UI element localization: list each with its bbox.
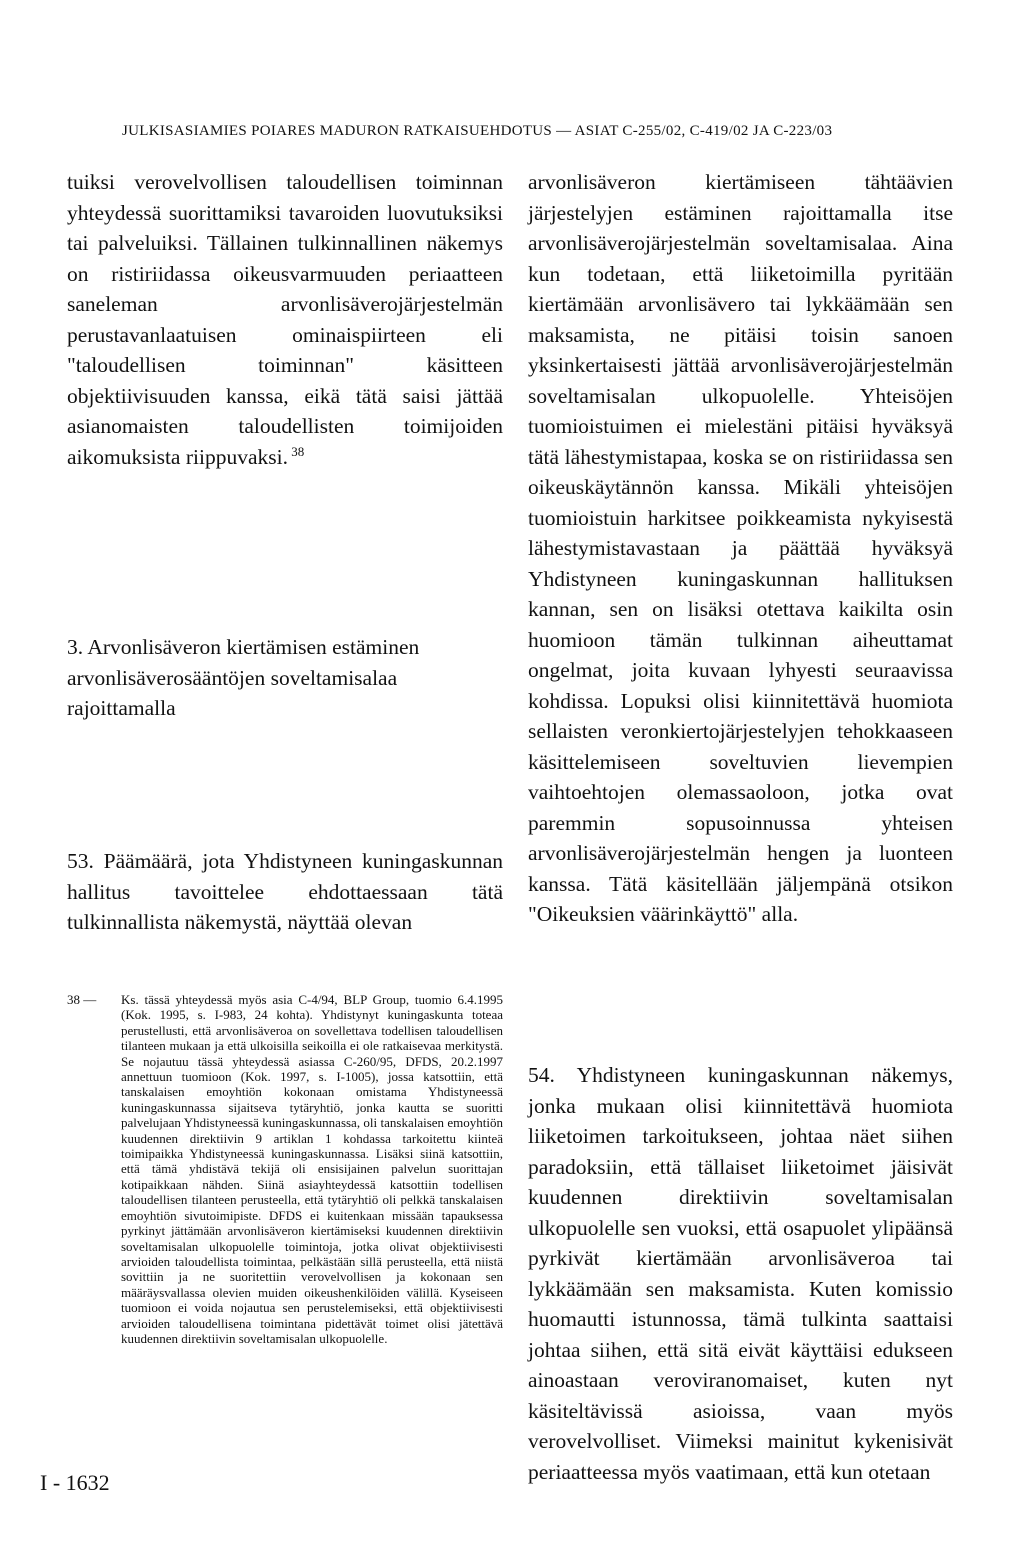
paragraph-54: 54. Yhdistyneen kuningaskunnan näkemys, jonka mukaan olisi kiinnitettävä huomiota liiketoimen tarkoitukseen, johtaa näet siihen paradoksiin, että tällaiset liiketoimet jäisivät kuudennen direktiivin soveltamisalan ulkopuolelle sen vuoksi, että osapuolet ylipäänsä pyrkivät kiertämään arvonlisäveroa tai lykkäämään sen maksamista. Kuten komissio huomautti istunnossa, tämä tulkinta saattaisi johtaa siihen, että sitä eivät käyttäisi edukseen ainoastaan veroviranomaiset, kuten nyt käsiteltävissä asioissa, vaan myös verovelvolliset. Viimeksi mainitut kykenisivät periaatteessa myös vaatimaan, että kun otetaan (528, 1063, 953, 1484)
section-heading: 3. Arvonlisäveron kiertämisen estäminen arvonlisäverosääntöjen soveltamisalaa rajoittamalla (67, 635, 420, 720)
footnote-reference: 38 (291, 443, 305, 459)
footnote-number: 38 — (67, 992, 97, 1007)
paragraph-continuation: tuiksi verovelvollisen taloudellisen toiminnan yhteydessä suorittamiksi tavaroiden luovutuksiksi tai palveluiksi. Tällainen tulkinnallinen näkemys on ristiriidassa oikeusvarmuuden periaatteen saneleman arvonlisäverojärjestelmän perustavanlaatuisen ominaispiirteen eli "taloudellisen toiminnan" käsitteen objektiivisuuden kanssa, eikä tätä saisi jättää asianomaisten taloudellisten toimijoiden aikomuksista riippuvaksi. (67, 170, 503, 469)
left-column-paragraph (67, 167, 503, 472)
running-header: JULKISASIAMIES POIARES MADURON RATKAISUEHDOTUS — ASIAT C-255/02, C-419/02 JA C-223/03 (122, 123, 833, 139)
right-column-paragraph: arvonlisäveron kiertämiseen tähtäävien järjestelyjen estäminen rajoittamalla itse arvonlisäverojärjestelmän soveltamisalaa. Aina kun todetaan, että liiketoimilla pyritään kiertämään arvonlisävero tai lykkäämään sen maksamista, ne pitäisi toisin sanoen yksinkertaisesti jättää arvonlisäverojärjestelmän soveltamisalan ulkopuolelle. Yhteisöjen tuomioistuimen ei mielestäni pitäisi hyväksyä tätä lähestymistapaa, koska se on ristiriidassa sen oikeuskäytännön kanssa. Mikäli yhteisöjen tuomioistuin harkitsee poikkeamista nykyisestä lähestymistavastaan ja päättää hyväksyä Yhdistyneen kuningaskunnan hallituksen kannan, sen on lisäksi otettava kaikilta osin huomioon tämän tulkinnan aiheuttamat ongelmat, joita kuvaan lyhyesti seuraavissa kohdissa. Lopuksi olisi kiinnitettävä huomiota sellaisten veronkiertojärjestelyjen tehokkaaseen käsittelemiseen soveltuvien lievempien vaihtoehtojen olemassaoloon, jotka ovat paremmin sopusoinnussa yhteisen arvonlisäverojärjestelmän hengen ja luonteen kanssa. Tätä käsitellään jäljempänä otsikon "Oikeuksien väärinkäyttö" alla. (528, 170, 953, 926)
footnote-38 (67, 992, 503, 1346)
paragraph-53: 53. Päämäärä, jota Yhdistyneen kuningaskunnan hallitus tavoittelee ehdottaessaan tätä tulkinnallista näkemystä, näyttää olevan (67, 849, 503, 934)
footnote-text: Ks. tässä yhteydessä myös asia C-4/94, BLP Group, tuomio 6.4.1995 (Kok. 1995, s. I-983, 24 kohta). Yhdistynyt kuningaskunta toteaa perustellusti, että arvonlisäveroa on sovellettava todellisen taloudellisen tilanteen mukaan ja että ulkoisilla seikoilla ei ole ratkaisevaa merkitystä. Se nojautuu tässä yhteydessä asiassa C-260/95, DFDS, 20.2.1997 annettuun tuomioon (Kok. 1997, s. I-1005), jossa katsottiin, että tanskalaisen emoyhtiön kokonaan omistama Yhdistyneessä kuningaskunnassa sijaitseva tytäryhtiö, jonka kautta se suoritti palvelujaan Yhdistyneessä kuningaskunnassa, oli tanskalaisen emoyhtiön kuudennen direktiivin 9 artiklan 1 kohdassa tarkoitettu kiinteä toimipaikka Yhdistyneessä kuningaskunnassa. Lisäksi siinä katsottiin, että tämä yhdistävä tekijä oli ensisijainen palvelun suorittajan kotipaikkaan nähden. Siinä asiayhteydessä katsottiin todellisen taloudellisen tilanteen perusteella, että tytäryhtiö oli pelkkä tanskalaisen emoyhtiön sivutoimipiste. DFDS ei kuitenkaan missään tapauksessa pyrkinyt jättämään arvonlisäveron kiertämiseksi kuudennen direktiivin soveltamisalan ulkopuolelle toimintoja, jotka olivat objektiivisesti arvioiden taloudellista toimintaa, pelkästään sillä perusteella, että niistä sovittiin ja ne suoritettiin verovelvollisen ja kokonaan sen määräysvallassa olevien muiden oikeushenkilöiden välillä. Kyseiseen tuomioon ei voida nojautua sen perustelemiseksi, että objektiivisesti arvioiden taloudellisena toimintana pidettävät toimet olisi jätettävä kuudennen direktiivin soveltamisalan ulkopuolelle. (121, 992, 503, 1346)
page-number: I - 1632 (40, 1470, 110, 1495)
